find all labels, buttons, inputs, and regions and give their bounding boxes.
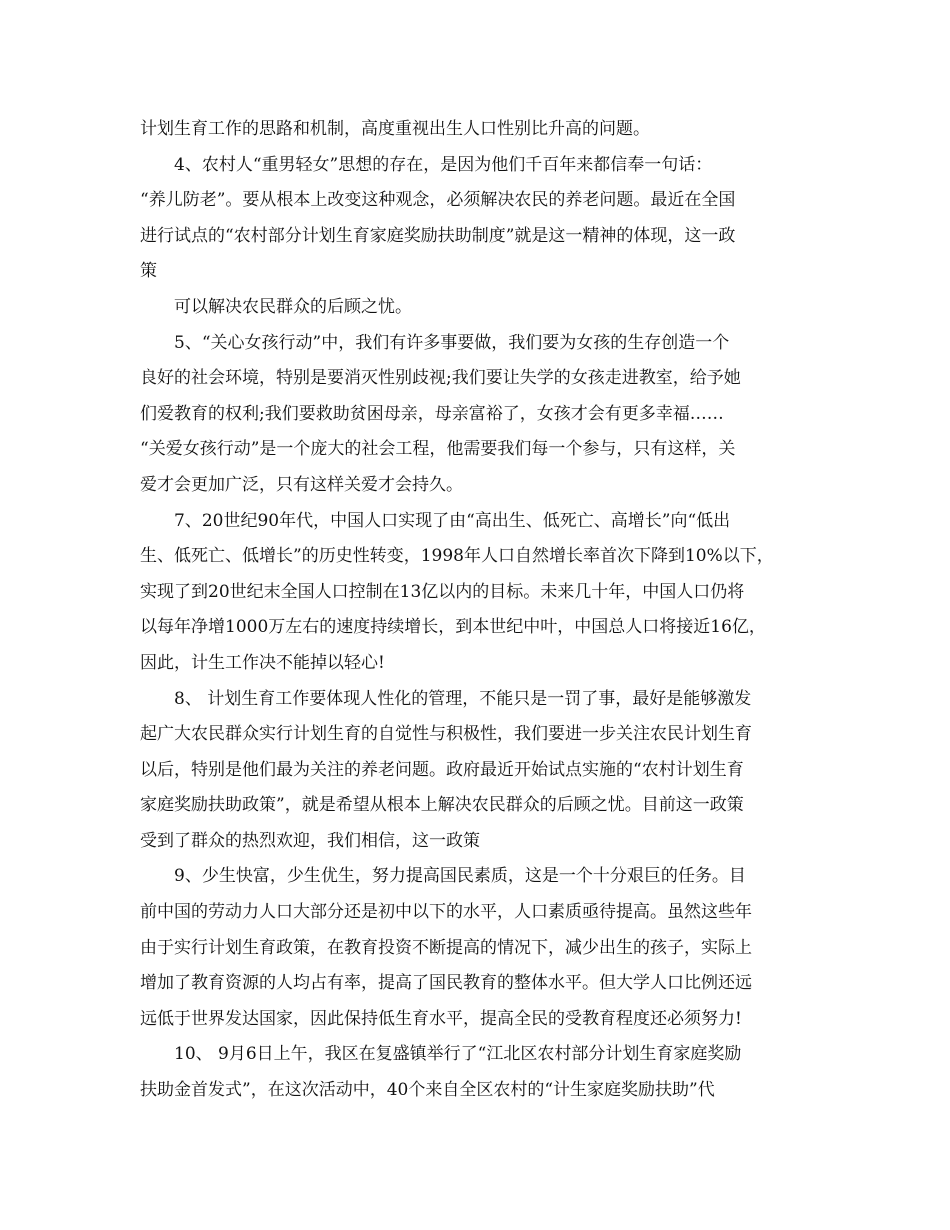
- text-line: 7、20世纪90年代，中国人口实现了由“高出生、低死亡、高增长”向“低出: [174, 510, 731, 531]
- text-line: “关爱女孩行动”是一个庞大的社会工程，他需要我们每一个参与，只有这样，关: [140, 439, 736, 460]
- text-line: 5、“关心女孩行动”中，我们有许多事要做，我们要为女孩的生存创造一个: [174, 332, 730, 353]
- text-line: 因此，计生工作决不能掉以轻心!: [140, 652, 385, 673]
- text-line: 生、低死亡、低增长”的历史性转变，1998年人口自然增长率首次下降到10%以下，: [140, 546, 774, 567]
- text-line: 以后，特别是他们最为关注的养老问题。政府最近开始试点实施的“农村计划生育: [140, 759, 744, 780]
- text-line: 策: [140, 261, 157, 282]
- text-line: 由于实行计划生育政策，在教育投资不断提高的情况下，减少出生的孩子，实际上: [140, 937, 752, 958]
- text-line: 前中国的劳动力人口大部分还是初中以下的水平，人口素质亟待提高。虽然这些年: [140, 902, 752, 923]
- document-body: [140, 112, 820, 1109]
- text-line: 远低于世界发达国家，因此保持低生育水平，提高全民的受教育程度还必须努力!: [140, 1008, 742, 1029]
- text-line: 以每年净增1000万左右的速度持续增长，到本世纪中叶，中国总人口将接近16亿，: [140, 617, 766, 638]
- text-line: 进行试点的“农村部分计划生育家庭奖励扶助制度”就是这一精神的体现，这一政: [140, 225, 736, 246]
- text-line: 家庭奖励扶助政策”，就是希望从根本上解决农民群众的后顾之忧。目前这一政策: [140, 795, 744, 816]
- text-line: 4、农村人“重男轻女”思想的存在，是因为他们千百年来都信奉一句话：: [174, 154, 713, 175]
- text-line: “养儿防老”。要从根本上改变这种观念，必须解决农民的养老问题。最近在全国: [140, 190, 736, 211]
- text-line: 8、 计划生育工作要体现人性化的管理，不能只是一罚了事，最好是能够激发: [174, 688, 752, 709]
- text-line: 增加了教育资源的人均占有率，提高了国民教育的整体水平。但大学人口比例还远: [140, 973, 752, 994]
- text-line: 爱才会更加广泛，只有这样关爱才会持久。: [140, 474, 463, 495]
- text-line: 9、少生快富，少生优生，努力提高国民素质，这是一个十分艰巨的任务。目: [174, 866, 746, 887]
- text-line: 实现了到20世纪末全国人口控制在13亿以内的目标。未来几十年，中国人口仍将: [140, 581, 745, 602]
- text-line: 扶助金首发式”，在这次活动中，40个来自全区农村的“计生家庭奖励扶助”代: [140, 1080, 715, 1101]
- text-line: 计划生育工作的思路和机制，高度重视出生人口性别比升高的问题。: [140, 119, 650, 139]
- text-line: 们爱教育的权利;我们要救助贫困母亲，母亲富裕了，女孩才会有更多幸福……: [140, 403, 724, 424]
- text-line: 10、 9月6日上午，我区在复盛镇举行了“江北区农村部分计划生育家庭奖励: [174, 1044, 742, 1065]
- text-line: 可以解决农民群众的后顾之忧。: [174, 296, 412, 317]
- text-line: 起广大农民群众实行计划生育的自觉性与积极性，我们要进一步关注农民计划生育: [140, 724, 752, 745]
- text-line: 良好的社会环境，特别是要消灭性别歧视;我们要让失学的女孩走进教室，给予她: [140, 368, 741, 389]
- text-line: 受到了群众的热烈欢迎，我们相信，这一政策: [140, 830, 480, 851]
